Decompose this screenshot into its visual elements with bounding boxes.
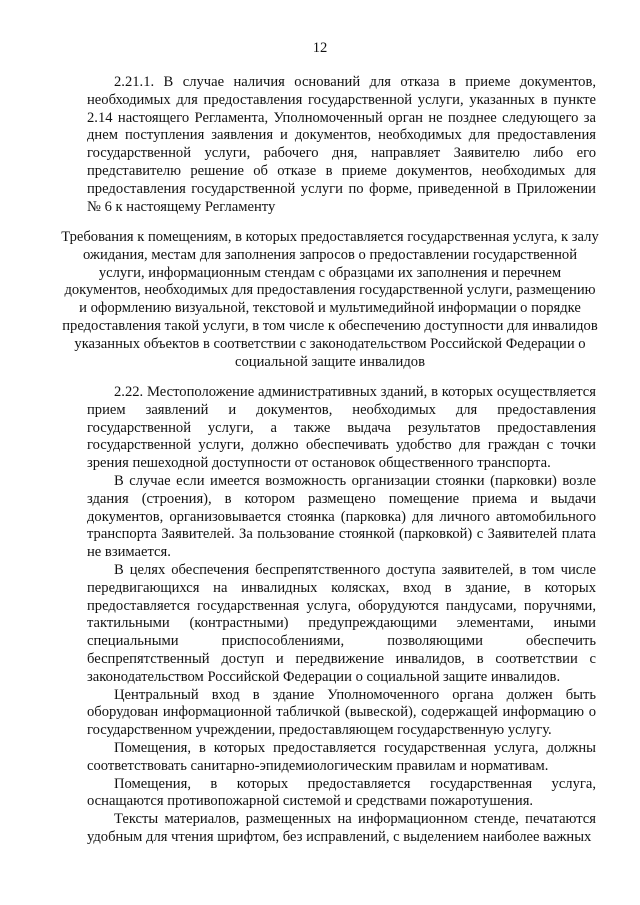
paragraph-info-stand: Тексты материалов, размещенных на информационном стенде, печатаются удобным для чтения шрифтом, без исправлений, с выделением наиболее важных bbox=[87, 811, 596, 845]
paragraph-fire-safety: Помещения, в которых предоставляется государственная услуга, оснащаются противопожарной системой и средствами пожаротушения. bbox=[87, 775, 596, 810]
section-2-21-1 bbox=[87, 74, 596, 216]
paragraph-sanitary: Помещения, в которых предоставляется государственная услуга, должны соответствовать санитарно-эпидемиологическим правилам и нормативам. bbox=[87, 739, 596, 774]
section-2-22 bbox=[87, 384, 596, 847]
paragraph-parking: В случае если имеется возможность организации стоянки (парковки) возле здания (строения), в котором размещено помещение приема и выдачи документов, организовывается стоянка (парковка) для личного автомобильного транспорта Заявителей. За пользование стоянкой (парковкой) с Заявителей плата не взимается. bbox=[87, 472, 596, 561]
section-heading-block bbox=[60, 229, 600, 371]
paragraph-entrance-sign: Центральный вход в здание Уполномоченного органа должен быть оборудован информационной табличкой (вывеской), содержащей информацию о государственном учреждении, предоставляющем государственную услугу. bbox=[87, 686, 596, 739]
page-number: 12 bbox=[312, 40, 328, 56]
paragraph-accessibility: В целях обеспечения беспрепятственного доступа заявителей, в том числе передвигающихся на инвалидных колясках, вход в здание, в которых предоставляется государственная услуга, оборудуются пандусами, поручнями, тактильными (контрастными) предупреждающими элементами, иными специальными приспособлениями, позволяющими обеспечить беспрепятственный доступ и передвижение инвалидов, в соответствии с законодательством Российской Федерации о социальной защите инвалидов. bbox=[87, 561, 596, 685]
paragraph-2-22: 2.22. Местоположение административных зданий, в которых осуществляется прием заявлений и документов, необходимых для предоставления государственной услуги, а также выдача результатов предоставления государственной услуги, должно обеспечивать удобство для граждан с точки зрения пешеходной доступности от остановок общественного транспорта. bbox=[87, 384, 596, 472]
section-heading: Требования к помещениям, в которых предоставляется государственная услуга, к залу ожидания, местам для заполнения запросов о предоставлении государственной услуги, информационным стендам с образцами их заполнения и перечнем документов, необходимых для предоставления государственной услуги, размещению и оформлению визуальной, текстовой и мультимедийной информации о порядке предоставления такой услуги, в том числе к обеспечению доступности для инвалидов указанных объектов в соответствии с законодательством Российской Федерации о социальной защите инвалидов bbox=[61, 229, 599, 370]
paragraph-2-21-1: 2.21.1. В случае наличия оснований для отказа в приеме документов, необходимых для предоставления государственной услуги, указанных в пункте 2.14 настоящего Регламента, Уполномоченный орган не позднее следующего за днем поступления заявления и документов, необходимых для предоставления государственной услуги, рабочего дня, направляет Заявителю либо его представителю решение об отказе в приеме документов, необходимых для предоставления государственной услуги по форме, приведенной в Приложении № 6 к настоящему Регламенту bbox=[87, 74, 596, 215]
